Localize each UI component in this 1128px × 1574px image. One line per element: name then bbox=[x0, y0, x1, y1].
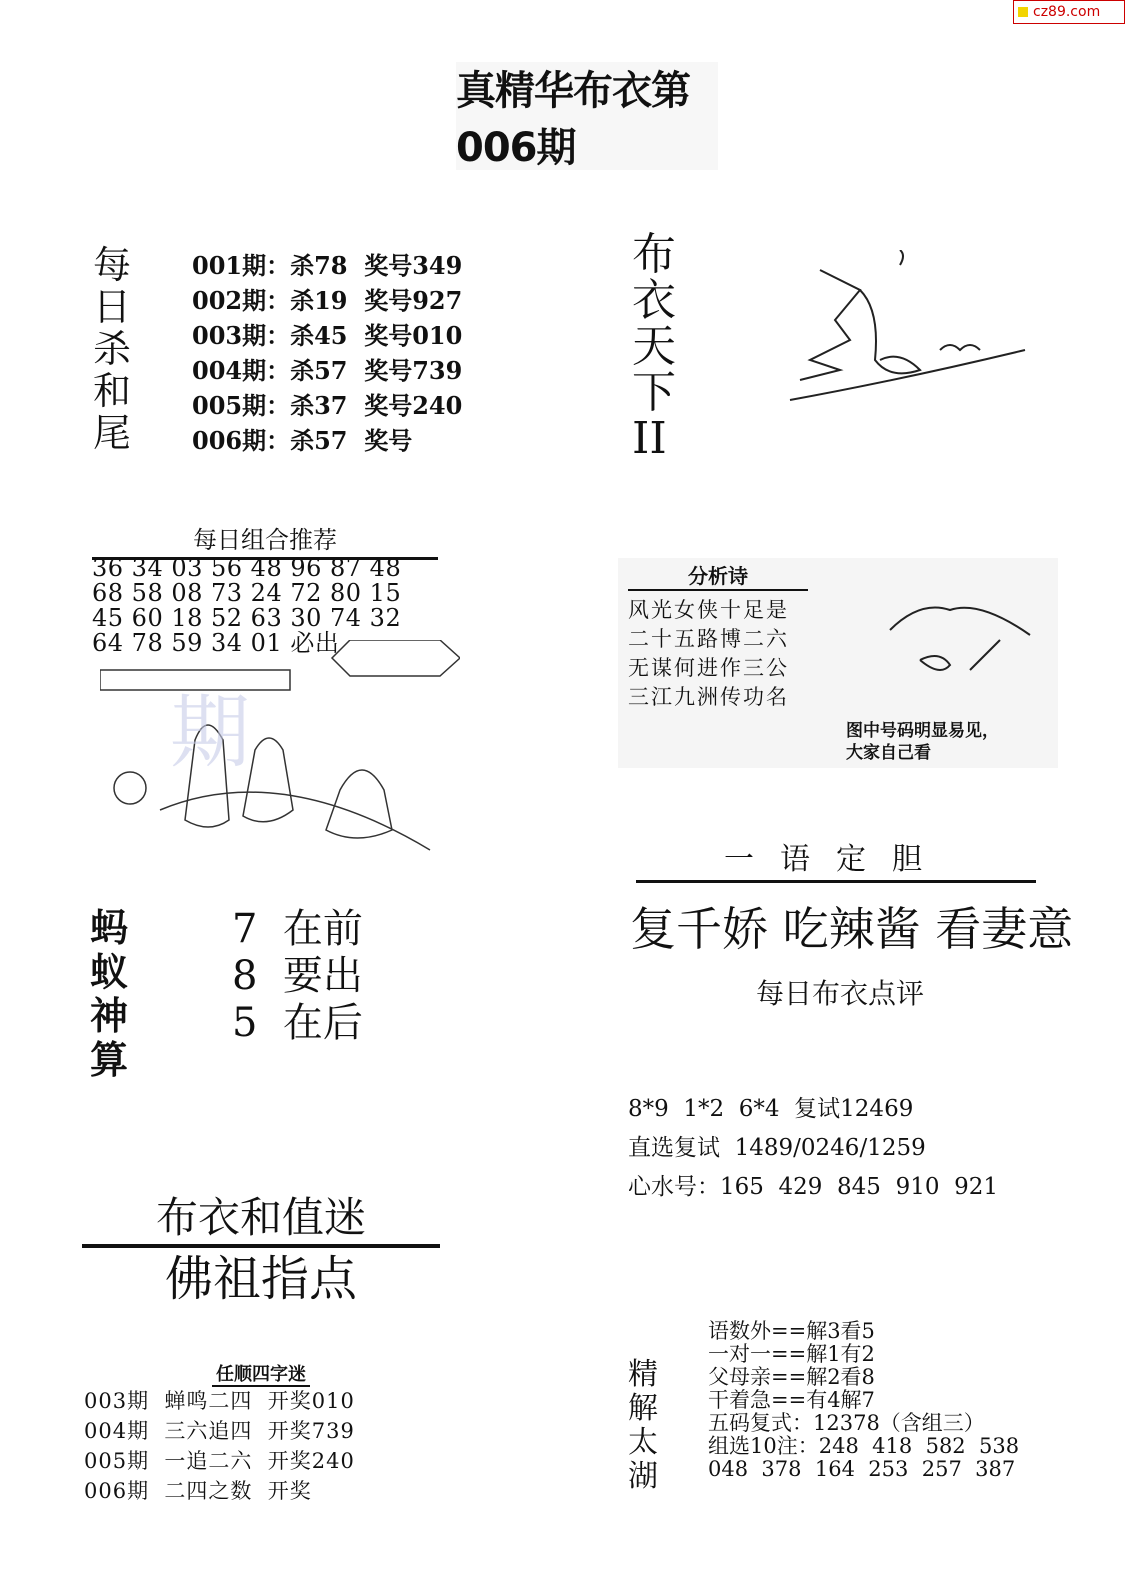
kill-row: 004期：杀57 奖号739 bbox=[192, 356, 463, 385]
ant-label-char: 蚁 bbox=[90, 949, 129, 994]
bird-line bbox=[940, 345, 980, 350]
poem-line: 风光女侠十足是 bbox=[628, 598, 789, 622]
ant-line: 8 要出 bbox=[232, 953, 363, 999]
daily-kill-label-char: 尾 bbox=[92, 411, 131, 455]
tianxia-char: 布 bbox=[632, 229, 676, 280]
watermark-text: cz89.com bbox=[1033, 4, 1101, 20]
taihu-row: 组选10注：248 418 582 538 bbox=[708, 1434, 1020, 1458]
ant-label-char: 算 bbox=[90, 1037, 129, 1082]
taihu-list bbox=[708, 1320, 1019, 1481]
ant-label-char: 蚂 bbox=[90, 905, 129, 950]
tianxia-char: 天 bbox=[632, 321, 676, 372]
picks-list bbox=[628, 1090, 998, 1207]
ant-label-char: 神 bbox=[90, 993, 129, 1038]
page-title: 真精华布衣第006期 bbox=[456, 62, 718, 170]
four-char-row: 003期 蝉鸣二四 开奖010 bbox=[84, 1389, 355, 1413]
daily-kill-label-char: 日 bbox=[92, 285, 131, 329]
mountain-sketch bbox=[780, 250, 1030, 410]
tianxia-char: 下 bbox=[632, 367, 676, 418]
horizon-line bbox=[790, 350, 1025, 400]
taihu-label-char: 精 bbox=[628, 1357, 658, 1392]
logo-square-icon bbox=[1018, 7, 1028, 17]
daily-kill-label-char: 每 bbox=[92, 243, 131, 287]
site-watermark bbox=[1013, 0, 1125, 24]
yiyu-text: 复千娇 吃辣酱 看妻意 bbox=[630, 902, 1074, 956]
riddle-subheading: 佛祖指点 bbox=[164, 1251, 357, 1307]
grass-line bbox=[970, 640, 1000, 670]
jar-shape bbox=[114, 772, 146, 804]
taihu-row: 048 378 164 253 257 387 bbox=[708, 1457, 1016, 1481]
poem-line: 无谋何进作三公 bbox=[628, 656, 789, 680]
lantern-shape bbox=[332, 640, 460, 676]
daily-kill-label-char: 和 bbox=[92, 369, 131, 413]
taihu-row: 父母亲==解2看8 bbox=[708, 1365, 875, 1389]
ant-line: 5 在后 bbox=[232, 1000, 363, 1046]
review-heading: 每日布衣点评 bbox=[755, 977, 924, 1010]
combo-row: 64 78 59 34 01 必出 bbox=[92, 629, 340, 657]
combo-heading: 每日组合推荐 bbox=[92, 520, 438, 560]
analysis-heading: 分析诗 bbox=[628, 560, 808, 591]
kill-row: 006期：杀57 奖号 bbox=[192, 426, 413, 455]
taihu-label-char: 太 bbox=[628, 1425, 658, 1460]
hill-line bbox=[890, 608, 1030, 636]
ant-label bbox=[90, 906, 134, 1082]
combo-row: 45 60 18 52 63 30 74 32 bbox=[92, 604, 402, 632]
note-line: 图中号码明显易见， bbox=[846, 721, 999, 741]
daily-kill-label bbox=[90, 244, 134, 454]
scene-illustration bbox=[100, 640, 460, 860]
ant-lines bbox=[232, 906, 363, 1047]
tianxia-label bbox=[632, 229, 682, 464]
taihu-row: 语数外==解3看5 bbox=[708, 1319, 875, 1343]
yiyu-heading: 一语定胆 bbox=[636, 834, 1036, 883]
water-line bbox=[860, 290, 920, 373]
combo-row: 36 34 03 56 48 96 87 48 bbox=[92, 554, 402, 582]
combo-row: 68 58 08 73 24 72 80 15 bbox=[92, 579, 402, 607]
taihu-label-char: 湖 bbox=[628, 1459, 658, 1494]
four-char-row: 005期 一追二六 开奖240 bbox=[84, 1449, 355, 1473]
taihu-label bbox=[628, 1358, 664, 1494]
four-char-heading-text: 任顺四字迷 bbox=[212, 1364, 310, 1387]
riddle-heading: 布衣和值迷 bbox=[82, 1192, 440, 1248]
hill-sketch bbox=[880, 590, 1040, 690]
four-char-heading bbox=[82, 1360, 440, 1386]
tianxia-char: II bbox=[632, 413, 667, 464]
four-char-row: 006期 二四之数 开奖 bbox=[84, 1479, 312, 1503]
flame-line bbox=[900, 250, 903, 265]
pick-row: 心水号：165 429 845 910 921 bbox=[628, 1174, 998, 1200]
taihu-label-char: 解 bbox=[628, 1391, 658, 1426]
tianxia-char: 衣 bbox=[632, 275, 676, 326]
kill-row: 001期：杀78 奖号349 bbox=[192, 251, 463, 280]
kill-row: 003期：杀45 奖号010 bbox=[192, 321, 463, 350]
stone-line bbox=[920, 656, 950, 670]
poem-line: 二十五路博二六 bbox=[628, 627, 789, 651]
figure-shape bbox=[243, 738, 293, 822]
taihu-row: 干着急==有4解7 bbox=[708, 1388, 875, 1412]
daily-kill-label-char: 杀 bbox=[92, 327, 131, 371]
kill-row: 002期：杀19 奖号927 bbox=[192, 286, 463, 315]
taihu-row: 五码复式：12378（含组三） bbox=[708, 1411, 985, 1435]
note-line: 大家自己看 bbox=[846, 743, 931, 763]
analysis-poem bbox=[628, 596, 789, 712]
pick-row: 8*9 1*2 6*4 复试12469 bbox=[628, 1096, 914, 1122]
ant-line: 7 在前 bbox=[232, 906, 363, 952]
four-char-row: 004期 三六追四 开奖739 bbox=[84, 1419, 355, 1443]
analysis-note bbox=[846, 720, 999, 764]
figure-shape bbox=[326, 770, 392, 838]
four-char-list bbox=[84, 1386, 355, 1506]
poem-line: 三江九洲传功名 bbox=[628, 685, 789, 709]
daily-kill-list bbox=[192, 248, 462, 458]
faint-background-mark: 期 bbox=[170, 686, 250, 779]
kill-row: 005期：杀37 奖号240 bbox=[192, 391, 463, 420]
pick-row: 直选复试 1489/0246/1259 bbox=[628, 1135, 926, 1161]
taihu-row: 一对一==解1有2 bbox=[708, 1342, 875, 1366]
mountain-line bbox=[800, 270, 860, 380]
